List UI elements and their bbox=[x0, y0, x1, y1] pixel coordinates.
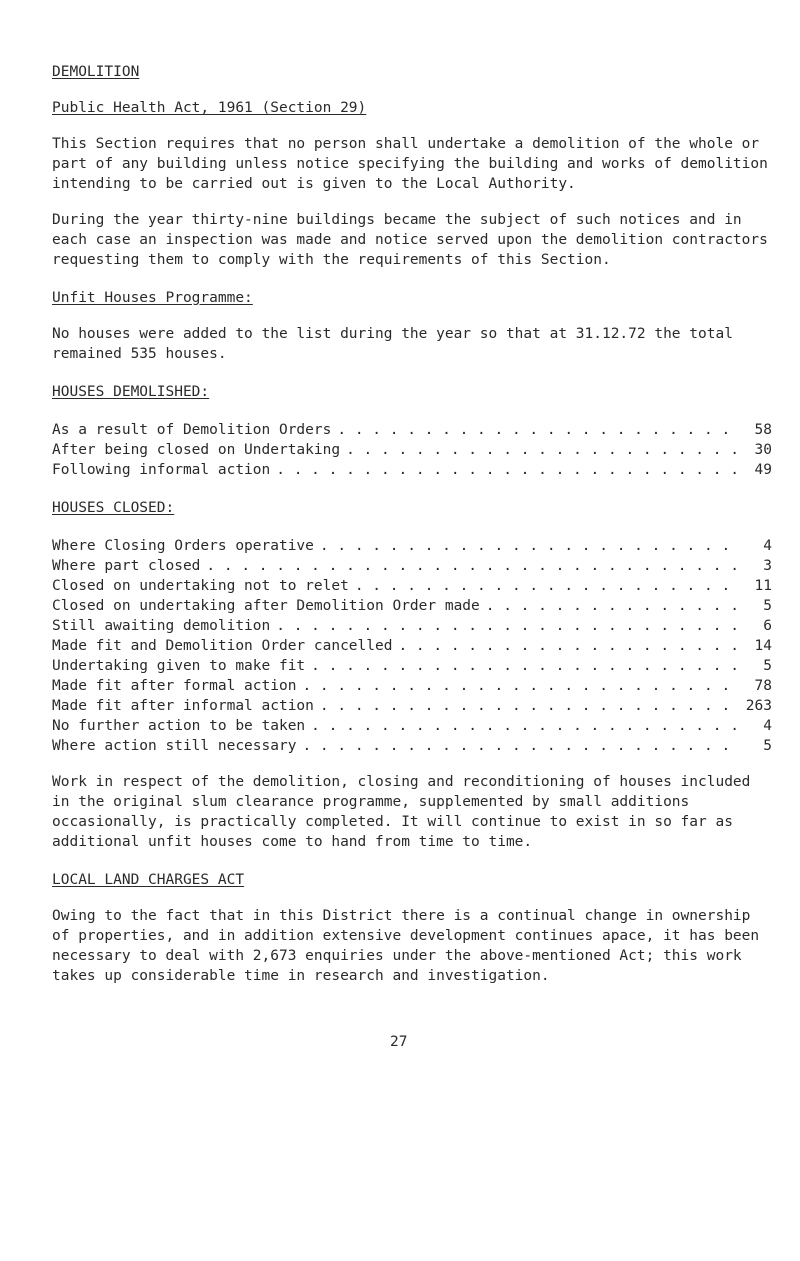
row-label: Where part closed bbox=[52, 558, 201, 574]
list-item bbox=[52, 460, 772, 480]
houses-closed-list bbox=[52, 536, 772, 756]
notices-paragraph: During the year thirty-nine buildings became the subject of such notices and in each case an inspection was made and notice served upon the demolition contractors requesting them to comply with the requirements of this Section. bbox=[52, 212, 768, 268]
row-label: Still awaiting demolition bbox=[52, 618, 271, 634]
list-item bbox=[52, 420, 772, 440]
row-value: 5 bbox=[763, 738, 772, 754]
row-value: 6 bbox=[763, 618, 772, 634]
row-value: 58 bbox=[754, 422, 772, 438]
page-number: 27 bbox=[390, 1034, 408, 1050]
row-label: Undertaking given to make fit bbox=[52, 658, 306, 674]
row-value: 49 bbox=[754, 462, 772, 478]
land-charges-heading: LOCAL LAND CHARGES ACT bbox=[52, 872, 245, 888]
row-label: As a result of Demolition Orders bbox=[52, 422, 332, 438]
list-item bbox=[52, 596, 772, 616]
list-item bbox=[52, 536, 772, 556]
land-charges-paragraph: Owing to the fact that in this District there is a continual change in ownership of properties, and in addition extensive development continues apace, it has been necessary to deal with 2,673 enquiries under the above-mentioned Act; this work takes up considerable time in research and investigation. bbox=[52, 908, 760, 984]
row-value: 14 bbox=[754, 638, 772, 654]
row-value: 263 bbox=[745, 698, 772, 714]
row-label: Where Closing Orders operative bbox=[52, 538, 314, 554]
row-label: Where action still necessary bbox=[52, 738, 297, 754]
work-paragraph: Work in respect of the demolition, closing and reconditioning of houses included in the original slum clearance programme, supplemented by small additions occasionally, is practically completed. It will continue to exist in so far as additional unfit houses come to hand from time to time. bbox=[52, 774, 751, 850]
row-label: Closed on undertaking not to relet bbox=[52, 578, 349, 594]
document-page bbox=[52, 62, 772, 986]
list-item bbox=[52, 556, 772, 576]
section-paragraph: This Section requires that no person shall undertake a demolition of the whole or part of any building unless notice specifying the building and works of demolition intending to be carried out is given to the Local Authority. bbox=[52, 136, 768, 192]
row-label: After being closed on Undertaking bbox=[52, 442, 341, 458]
row-value: 78 bbox=[754, 678, 772, 694]
row-label: Closed on undertaking after Demolition Order made bbox=[52, 598, 480, 614]
row-value: 4 bbox=[763, 718, 772, 734]
row-label: Made fit after formal action bbox=[52, 678, 297, 694]
list-item bbox=[52, 676, 772, 696]
list-item bbox=[52, 736, 772, 756]
list-item bbox=[52, 636, 772, 656]
section-heading: Public Health Act, 1961 (Section 29) bbox=[52, 100, 367, 116]
unfit-houses-heading: Unfit Houses Programme: bbox=[52, 290, 253, 306]
row-label: Following informal action bbox=[52, 462, 271, 478]
row-value: 4 bbox=[763, 538, 772, 554]
row-value: 3 bbox=[763, 558, 772, 574]
page-title: DEMOLITION bbox=[52, 64, 140, 80]
houses-demolished-heading: HOUSES DEMOLISHED: bbox=[52, 384, 210, 400]
list-item bbox=[52, 576, 772, 596]
houses-closed-heading: HOUSES CLOSED: bbox=[52, 500, 175, 516]
unfit-houses-paragraph: No houses were added to the list during the year so that at 31.12.72 the total remained 535 houses. bbox=[52, 326, 733, 362]
list-item bbox=[52, 656, 772, 676]
list-item bbox=[52, 616, 772, 636]
list-item bbox=[52, 696, 772, 716]
row-value: 5 bbox=[763, 598, 772, 614]
row-value: 11 bbox=[754, 578, 772, 594]
row-value: 5 bbox=[763, 658, 772, 674]
list-item bbox=[52, 440, 772, 460]
row-label: Made fit after informal action bbox=[52, 698, 314, 714]
list-item bbox=[52, 716, 772, 736]
row-label: No further action to be taken bbox=[52, 718, 306, 734]
row-value: 30 bbox=[754, 442, 772, 458]
row-label: Made fit and Demolition Order cancelled bbox=[52, 638, 393, 654]
houses-demolished-list bbox=[52, 420, 772, 480]
